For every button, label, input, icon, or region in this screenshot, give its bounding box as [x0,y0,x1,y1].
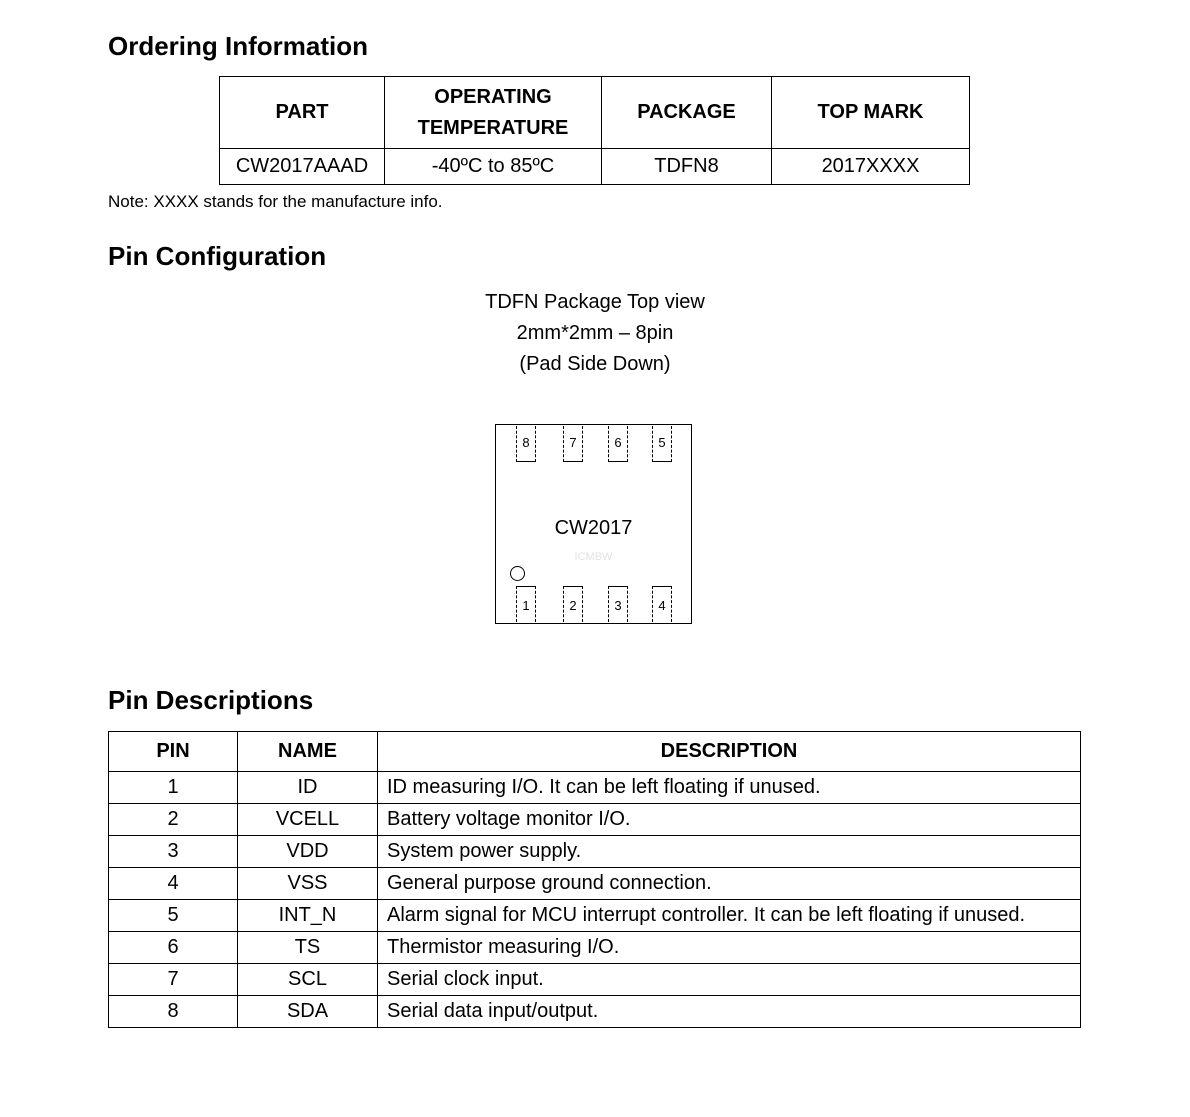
pin-number: 4 [109,868,238,900]
cell-temp: -40ºC to 85ºC [385,149,602,185]
chip-watermark: ICMBW [574,551,613,563]
table-row [109,900,1081,932]
pin-pad-2: 2 [563,586,583,622]
cell-part: CW2017AAAD [220,149,385,185]
pin-pad-3: 3 [608,586,628,622]
table-row [109,772,1081,804]
pin-description: Serial data input/output. [378,996,1081,1028]
package-view-line: TDFN Package Top view [485,291,705,313]
pin-pad-6: 6 [608,426,628,462]
pin-name: SDA [238,996,378,1028]
header-part: PART [220,77,385,149]
header-name: NAME [238,732,378,772]
pin-description: Thermistor measuring I/O. [378,932,1081,964]
header-pin: PIN [109,732,238,772]
table-row [109,964,1081,996]
pin-description: Alarm signal for MCU interrupt controller. It can be left floating if unused. [378,900,1081,932]
header-description: DESCRIPTION [378,732,1081,772]
pin1-marker-icon [510,566,525,581]
pin-name: VDD [238,836,378,868]
pin-number: 5 [109,900,238,932]
table-row [109,932,1081,964]
header-temp-line2: TEMPERATURE [417,116,569,139]
pin-description: Serial clock input. [378,964,1081,996]
pin-desc-header-row [109,732,1081,772]
pin-pad-5: 5 [652,426,672,462]
header-operating-temperature [385,77,602,149]
pin-descriptions-title: Pin Descriptions [108,685,314,715]
chip-label: CW2017 [554,517,633,539]
ordering-row [220,149,970,185]
pin-number: 6 [109,932,238,964]
pin-name: SCL [238,964,378,996]
pin-description: General purpose ground connection. [378,868,1081,900]
table-row [109,804,1081,836]
pin-descriptions-table [108,731,1081,1028]
pin-name: VSS [238,868,378,900]
ordering-table [219,76,970,185]
pin-number: 2 [109,804,238,836]
header-top-mark: TOP MARK [772,77,970,149]
pin-description: ID measuring I/O. It can be left floating if unused. [378,772,1081,804]
pin-name: ID [238,772,378,804]
ordering-note: Note: XXXX stands for the manufacture info. [108,192,443,211]
header-package: PACKAGE [602,77,772,149]
pin-number: 8 [109,996,238,1028]
pin-description: System power supply. [378,836,1081,868]
pin-pad-8: 8 [516,426,536,462]
pin-pad-1: 1 [516,586,536,622]
header-temp-line1: OPERATING [434,85,552,108]
ordering-header-row [220,77,970,149]
pad-side-line: (Pad Side Down) [519,353,671,375]
table-row [109,996,1081,1028]
pin-pad-4: 4 [652,586,672,622]
pin-name: INT_N [238,900,378,932]
cell-topmark: 2017XXXX [772,149,970,185]
pin-description: Battery voltage monitor I/O. [378,804,1081,836]
pin-config-title: Pin Configuration [108,241,327,271]
pin-pad-7: 7 [563,426,583,462]
table-row [109,836,1081,868]
pin-number: 3 [109,836,238,868]
chip-package-diagram [495,424,692,624]
pin-number: 7 [109,964,238,996]
ordering-info-title: Ordering Information [108,31,368,61]
cell-package: TDFN8 [602,149,772,185]
pin-number: 1 [109,772,238,804]
package-size-line: 2mm*2mm – 8pin [516,322,674,344]
table-row [109,868,1081,900]
pin-name: TS [238,932,378,964]
pin-name: VCELL [238,804,378,836]
